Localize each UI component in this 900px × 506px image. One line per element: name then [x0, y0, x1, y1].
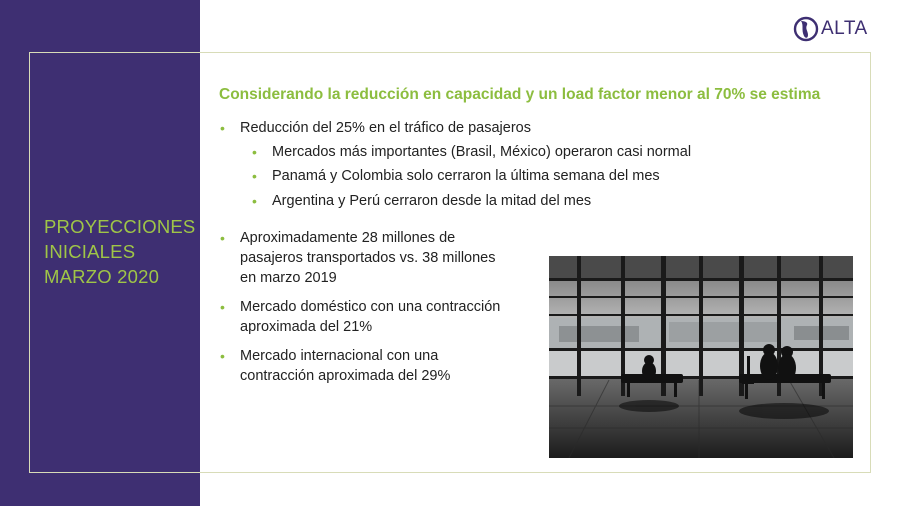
alta-logo: [793, 16, 868, 42]
sub-bullet-item: [252, 166, 660, 186]
section-title-line-2: INICIALES: [44, 241, 136, 262]
alta-globe-icon: [793, 16, 819, 42]
bullet-text-line: pasajeros transportados vs. 38 millones: [240, 250, 496, 266]
brand-name: ALTA: [821, 18, 868, 39]
bullet-text-line: aproximada del 21%: [240, 319, 373, 335]
section-title: [44, 214, 194, 289]
bullet-dot: •: [220, 120, 225, 136]
bullet-text-line: en marzo 2019: [240, 270, 337, 286]
sub-bullet-item: [252, 142, 692, 162]
slide-heading: Considerando la reducción en capacidad y un load factor menor al 70% se estima: [219, 86, 821, 103]
bullet-text-line: Mercado internacional con una: [240, 348, 439, 364]
bullet-item: [220, 346, 451, 386]
bullet-dot: •: [220, 230, 225, 246]
bullet-item: [220, 118, 531, 138]
bullet-dot: •: [252, 144, 257, 160]
bullet-text: Panamá y Colombia solo cerraron la última semana del mes: [272, 168, 660, 184]
bullet-dot: •: [252, 168, 257, 184]
bullet-dot: •: [220, 348, 225, 364]
bullet-text: Mercados más importantes (Brasil, México) operaron casi normal: [272, 144, 692, 160]
sub-bullet-item: [252, 191, 592, 211]
section-title-line-3: MARZO 2020: [44, 266, 160, 287]
section-title-line-1: PROYECCIONES: [44, 216, 196, 237]
bullet-text-line: Mercado doméstico con una contracción: [240, 299, 501, 315]
bullet-text-line: Aproximadamente 28 millones de: [240, 230, 456, 246]
bullet-dot: •: [220, 299, 225, 315]
bullet-item: [220, 297, 501, 337]
airport-terminal-photo: [549, 256, 853, 458]
bullet-item: [220, 228, 496, 288]
bullet-text: Argentina y Perú cerraron desde la mitad del mes: [272, 193, 592, 209]
bullet-text-line: contracción aproximada del 29%: [240, 368, 451, 384]
bullet-dot: •: [252, 193, 257, 209]
airport-terminal-silhouette-photo: [549, 256, 853, 458]
bullet-text: Reducción del 25% en el tráfico de pasajeros: [240, 120, 531, 136]
